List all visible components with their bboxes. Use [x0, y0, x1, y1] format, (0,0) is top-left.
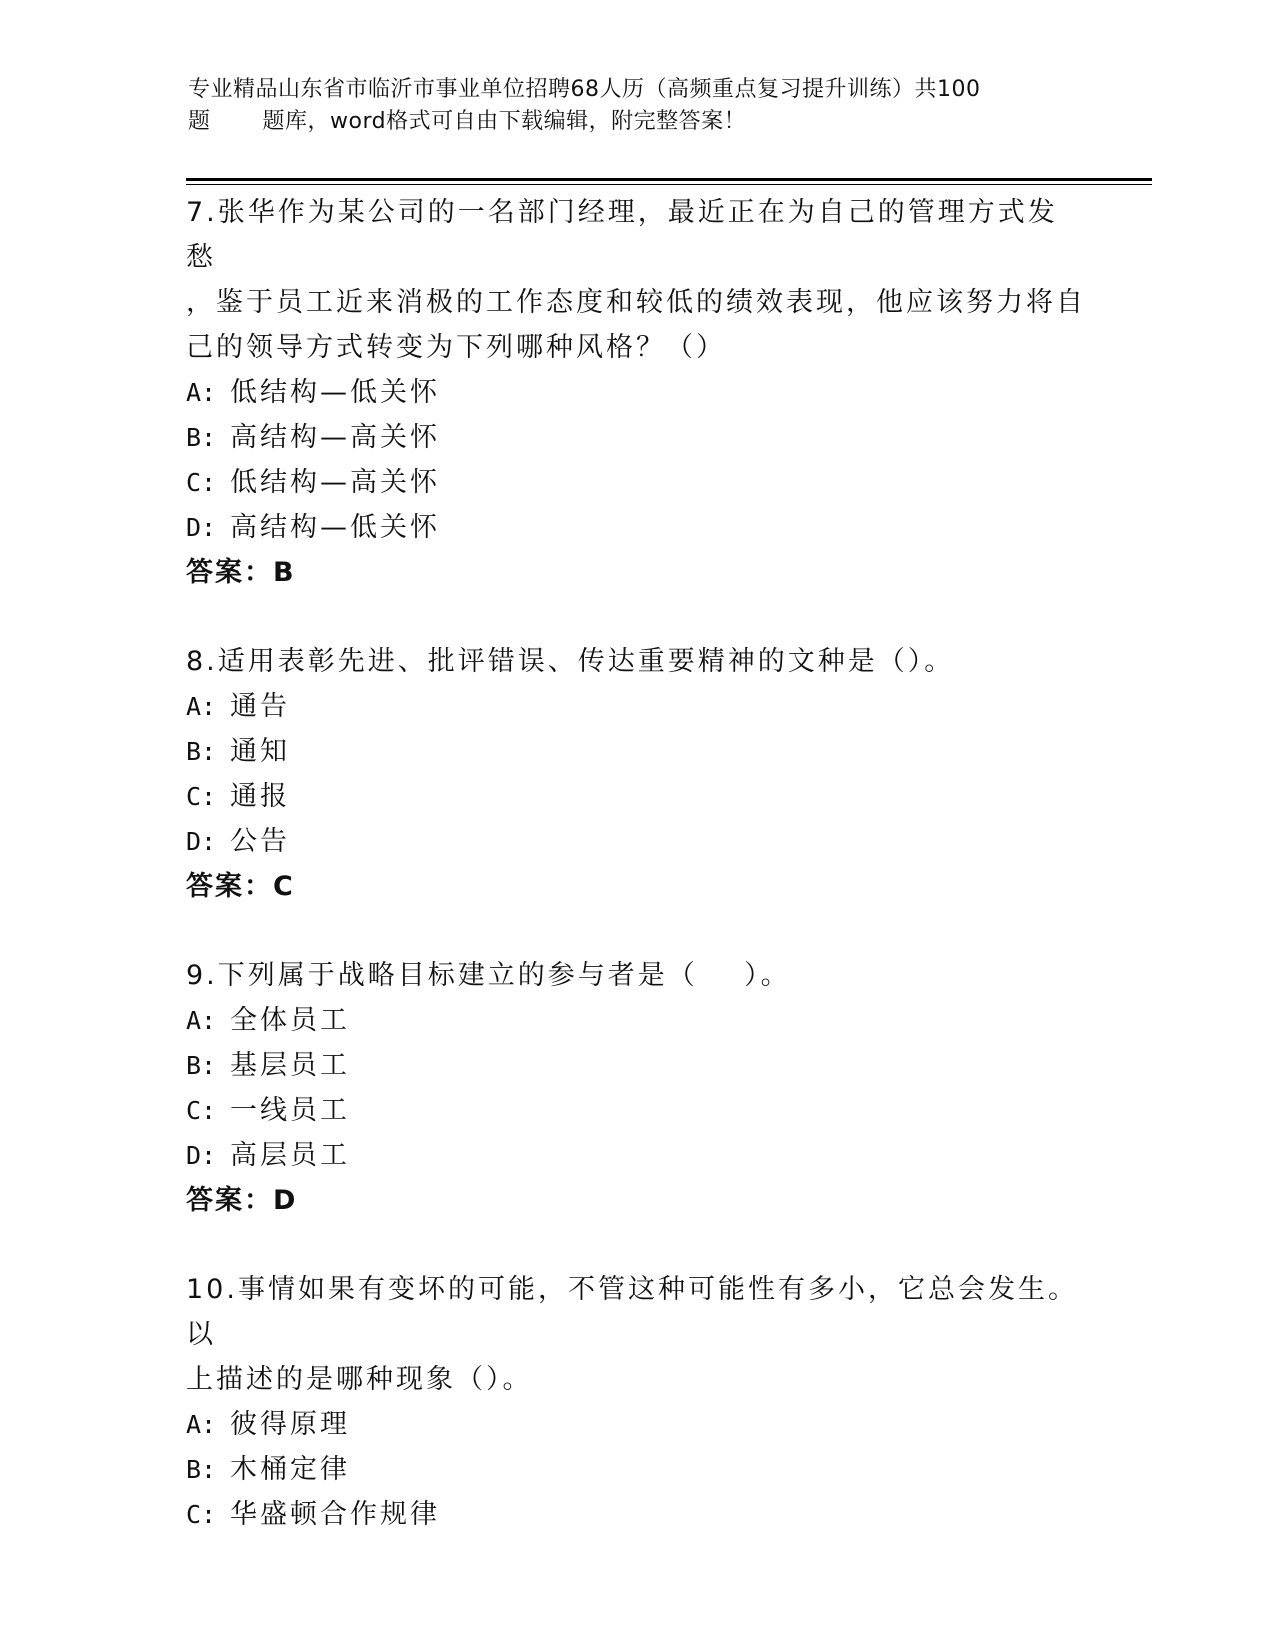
- header-divider-thin: [186, 184, 1152, 185]
- option-key: B:: [186, 1455, 217, 1484]
- question-stem-line: 己的领导方式转变为下列哪种风格？（）: [186, 332, 726, 363]
- option-text: 彼得原理: [230, 1409, 350, 1440]
- option-c: [186, 1088, 1086, 1133]
- option-a: [186, 1402, 1086, 1447]
- option-text: 公告: [230, 826, 290, 857]
- option-a: [186, 998, 1086, 1043]
- option-c: [186, 774, 1086, 819]
- option-a: [186, 684, 1086, 729]
- option-key: A:: [186, 1006, 217, 1035]
- option-key: B:: [186, 737, 217, 766]
- option-key: C:: [186, 468, 217, 497]
- option-a: [186, 370, 1086, 415]
- option-d: [186, 505, 1086, 550]
- header-title-line-1: 专业精品山东省市临沂市事业单位招聘68人历（高频重点复习提升训练）共100: [188, 77, 981, 102]
- option-c: [186, 1492, 1086, 1537]
- question-10: [186, 1267, 1086, 1537]
- option-text: 通知: [230, 736, 290, 767]
- question-stem-line: 7.张华作为某公司的一名部门经理，最近正在为自己的管理方式发愁: [186, 197, 1058, 273]
- question-stem-line: 9.下列属于战略目标建立的参与者是（ ）。: [186, 960, 791, 991]
- option-text: 高结构—高关怀: [230, 422, 440, 453]
- question-8: [186, 639, 1086, 909]
- option-key: A:: [186, 692, 217, 721]
- option-key: B:: [186, 423, 217, 452]
- document-header: [188, 74, 1068, 138]
- answer-line: 答案：D: [186, 1185, 298, 1216]
- header-title-line-2-start: 题: [188, 109, 211, 134]
- option-text: 华盛顿合作规律: [230, 1499, 440, 1530]
- option-d: [186, 819, 1086, 864]
- option-key: C:: [186, 782, 217, 811]
- question-stem-line: 8.适用表彰先进、批评错误、传达重要精神的文种是（）。: [186, 646, 955, 677]
- option-text: 低结构—高关怀: [230, 467, 440, 498]
- option-key: C:: [186, 1500, 217, 1529]
- option-text: 低结构—低关怀: [230, 377, 440, 408]
- option-key: D:: [186, 827, 217, 856]
- option-text: 全体员工: [230, 1005, 350, 1036]
- question-stem-line: 上描述的是哪种现象（）。: [186, 1364, 533, 1395]
- option-text: 基层员工: [230, 1050, 350, 1081]
- option-b: [186, 1447, 1086, 1492]
- option-text: 木桶定律: [230, 1454, 350, 1485]
- answer-line: 答案：C: [186, 871, 295, 902]
- option-key: D:: [186, 1141, 217, 1170]
- question-stem-line: ，鉴于员工近来消极的工作态度和较低的绩效表现，他应该努力将自: [186, 287, 1086, 318]
- answer-line: 答案：B: [186, 557, 296, 588]
- option-key: D:: [186, 513, 217, 542]
- option-b: [186, 415, 1086, 460]
- option-c: [186, 460, 1086, 505]
- question-7: [186, 190, 1086, 595]
- header-title-line-2: [188, 106, 1068, 138]
- option-text: 高结构—低关怀: [230, 512, 440, 543]
- question-list: [186, 190, 1086, 1537]
- header-title-line-2-end: 题库，word格式可自由下载编辑，附完整答案！: [262, 109, 747, 134]
- option-text: 一线员工: [230, 1095, 350, 1126]
- header-divider-thick: [186, 178, 1152, 181]
- option-key: B:: [186, 1051, 217, 1080]
- option-key: C:: [186, 1096, 217, 1125]
- option-key: A:: [186, 1410, 217, 1439]
- option-text: 通报: [230, 781, 290, 812]
- option-b: [186, 1043, 1086, 1088]
- option-key: A:: [186, 378, 217, 407]
- option-text: 高层员工: [230, 1140, 350, 1171]
- option-text: 通告: [230, 691, 290, 722]
- option-d: [186, 1133, 1086, 1178]
- question-stem-line: 10.事情如果有变坏的可能，不管这种可能性有多小，它总会发生。以: [186, 1274, 1078, 1350]
- option-b: [186, 729, 1086, 774]
- question-9: [186, 953, 1086, 1223]
